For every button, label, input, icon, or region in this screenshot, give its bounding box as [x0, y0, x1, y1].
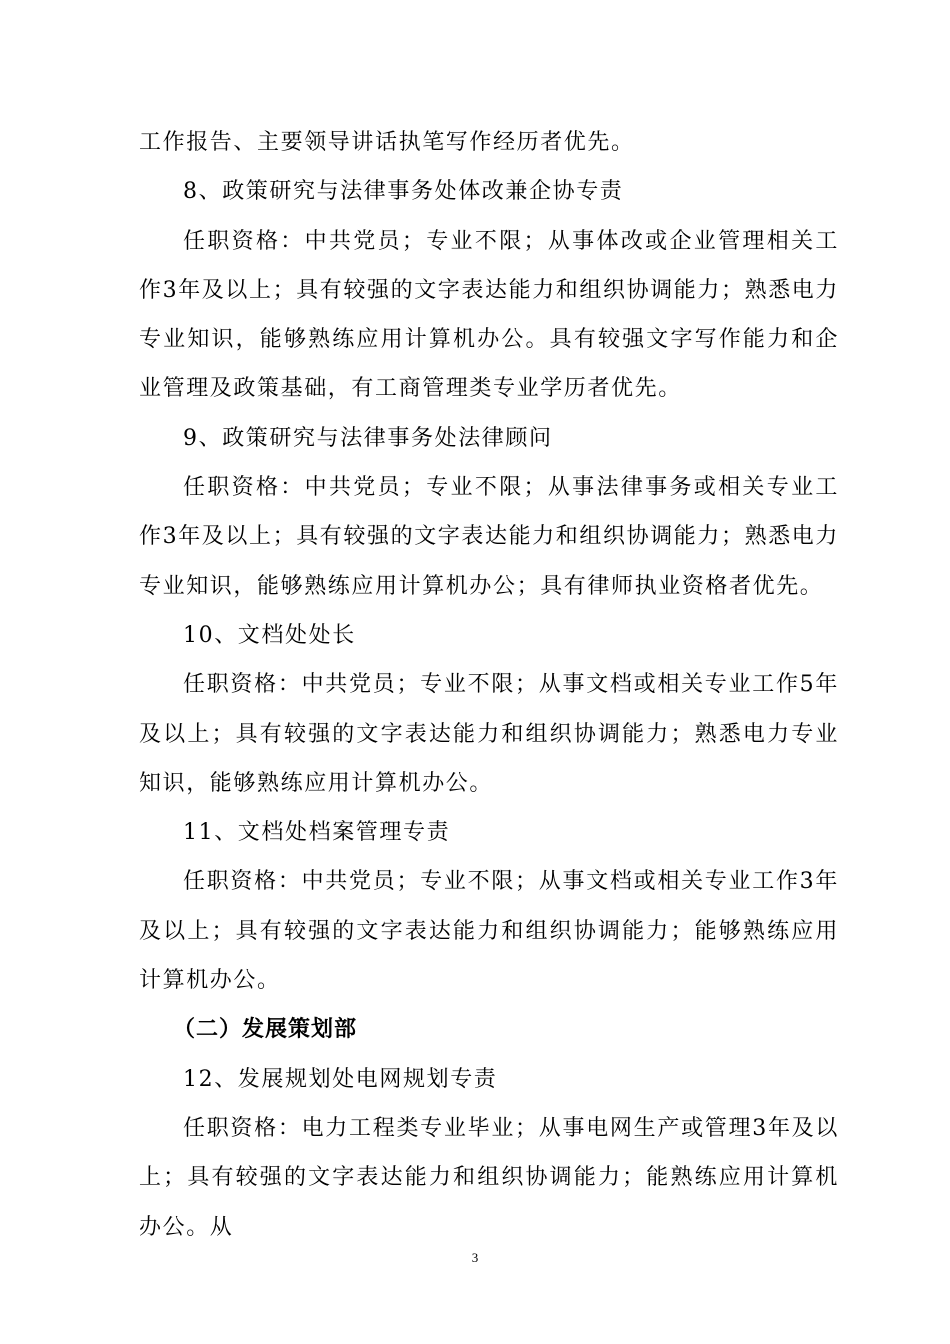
item-heading-9: 9、政策研究与法律事务处法律顾问 [183, 425, 553, 451]
item-heading-8: 8、政策研究与法律事务处体改兼企协专责 [183, 179, 624, 205]
item-heading-12: 12、发展规划处电网规划专责 [183, 1066, 498, 1092]
paragraph-continuation: 工作报告、主要领导讲话执笔写作经历者优先。 [139, 130, 635, 155]
document-body [139, 118, 839, 1252]
item-heading-10: 10、文档处处长 [183, 622, 356, 648]
item-heading-11: 11、文档处档案管理专责 [183, 820, 451, 846]
item-requirements-9: 任职资格：中共党员；专业不限；从事法律事务或相关专业工作3年及以上；具有较强的文字表达能力和组织协调能力；熟悉电力专业知识，能够熟练应用计算机办公；具有律师执业资格者优先。 [139, 475, 839, 599]
item-requirements-10: 任职资格：中共党员；专业不限；从事文档或相关专业工作5年及以上；具有较强的文字表达能力和组织协调能力；熟悉电力专业知识，能够熟练应用计算机办公。 [139, 672, 839, 796]
section-heading-development-planning: （二）发展策划部 [173, 1017, 358, 1043]
page-number: 3 [471, 1250, 479, 1265]
item-requirements-8: 任职资格：中共党员；专业不限；从事体改或企业管理相关工作3年及以上；具有较强的文字表达能力和组织协调能力；熟悉电力专业知识，能够熟练应用计算机办公。具有较强文字写作能力和企业管理及政策基础，有工商管理类专业学历者优先。 [139, 228, 839, 402]
item-requirements-12: 任职资格：电力工程类专业毕业；从事电网生产或管理3年及以上；具有较强的文字表达能力和组织协调能力；能熟练应用计算机办公。从 [139, 1115, 839, 1240]
item-requirements-11: 任职资格：中共党员；专业不限；从事文档或相关专业工作3年及以上；具有较强的文字表达能力和组织协调能力；能够熟练应用计算机办公。 [139, 869, 839, 994]
